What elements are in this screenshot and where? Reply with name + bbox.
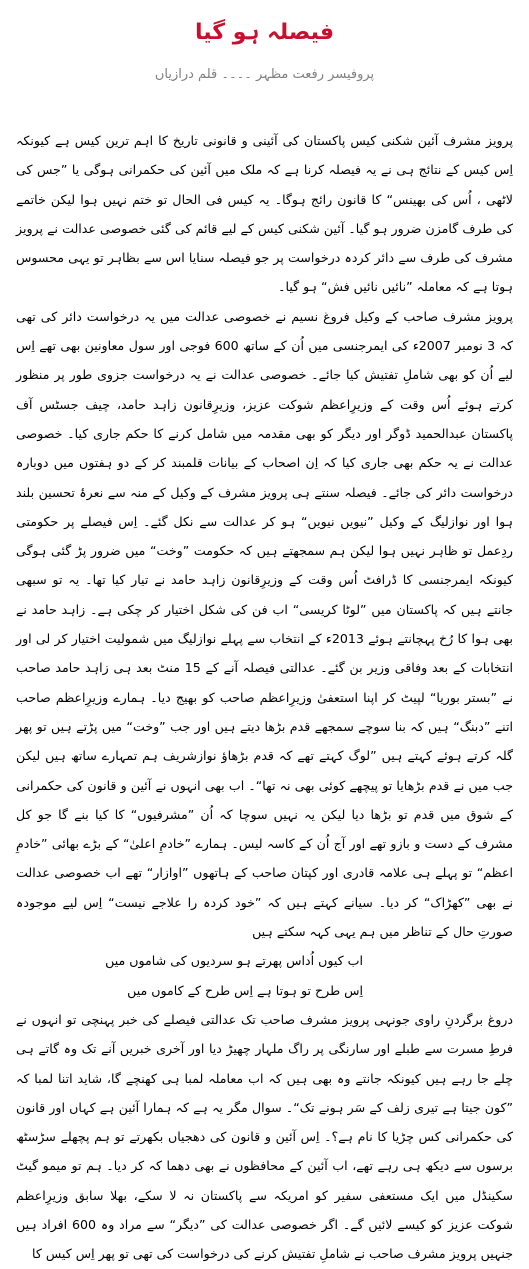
article-body [16, 126, 513, 1269]
paragraph: پرویز مشرف صاحب کے وکیل فروغ نسیم نے خصوصی عدالت میں یہ درخواست دائر کی تھی کہ 3 نومبر 2007ء کی ایمرجنسی میں اُن کے ساتھ 600 فوجی اور سول معاونین بھی تھے اِس لیے اُن کو بھی شاملِ تفتیش کیا جائے۔ خصوصی عدالت نے یہ درخواست جزوی طور پر منظور کرتے ہوئے اُس وقت کے وزیرِاعظم شوکت عزیز، وزیرِقانون زاہد حامد، چیف جسٹس آف پاکستان عبدالحمید ڈوگر اور دیگر کو بھی مقدمہ میں شامل کرنے کا حکم جاری کیا۔ خصوصی عدالت نے یہ حکم بھی جاری کیا کہ اِن اصحاب کے بیانات قلمبند کر کے دو ہفتوں میں دوبارہ درخواست دائر کی جائے۔ فیصلہ سنتے ہی پرویز مشرف کے وکیل کے منہ سے نعرۂ تحسین بلند ہوا اور نوازلیگ کے وکیل ”نیویں نیویں“ ہو کر عدالت سے نکل گئے۔ اِس فیصلے پر حکومتی ردِعمل تو ظاہر نہیں ہوا لیکن ہم سمجھتے ہیں کہ حکومت ”وخت“ میں ضرور پڑ گئی ہوگی کیونکہ ایمرجنسی کا ڈرافٹ اُس وقت کے وزیرِقانون زاہد حامد نے تیار کیا تھا۔ یہ تو سبھی جانتے ہیں کہ پاکستان میں ”لوٹا کریسی“ اب فن کی شکل اختیار کر چکی ہے۔ زاہد حامد نے بھی ہوا کا رُخ پہچانتے ہوئے 2013ء کے انتخاب سے پہلے نوازلیگ میں شمولیت اختیار کر لی اور انتخابات کے بعد وفاقی وزیر بن گئے۔ عدالتی فیصلہ آنے کے 15 منٹ بعد ہی زاہد حامد صاحب نے ”بستر بوریا“ لپیٹ کر اپنا استعفیٰ وزیرِاعظم صاحب کو بھیج دیا۔ ہمارے وزیرِاعظم صاحب اتنے ”دبنگ“ ہیں کہ بنا سوچے سمجھے قدم بڑھا دیتے ہیں اور جب ”وخت“ میں پڑتے ہیں تو پھر گلہ کرتے ہوئے کہتے ہیں ”لوگ کہتے تھے کہ قدم بڑھاؤ نوازشریف ہم تمہارے ساتھ ہیں لیکن جب میں نے قدم بڑھایا تو پیچھے کوئی بھی نہ تھا“۔ اب بھی انہوں نے آئین و قانون کی حکمرانی کے شوق میں قدم تو بڑھا دیا لیکن یہ نہیں سوچا کہ اُن ”مشرفیوں“ کا کیا بنے گا جو کل مشرف کے دست و بازو تھے اور آج اُن کے کاسہ لیس۔ ہمارے ”خادمِ اعلیٰ“ کے بڑے بھائی ”خادمِ اعظم“ تو پہلے ہی علامہ قادری اور کپتان صاحب کے ہاتھوں ”اوازار“ تھے اب خصوصی عدالت نے بھی ”کھڑاک“ کر دیا۔ سیانے کہتے ہیں کہ ”خود کردہ را علاجے نیست“ اِس لیے موجودہ صورتِ حال کے تناظر میں ہم یہی کہہ سکتے ہیں [16, 308, 513, 940]
poem-line: اب کیوں اُداس پھرتے ہو سردیوں کی شاموں میں [105, 953, 363, 969]
paragraph: پرویز مشرف آئین شکنی کیس پاکستان کی آئینی و قانونی تاریخ کا اہم ترین کیس ہے کیونکہ اِس کیس کے نتائج ہی نے یہ فیصلہ کرنا ہے کہ ملک میں آئین کی حکمرانی ہوگی یا ”جس کی لاٹھی ، اُس کی بھینس“ کا قانون رائج ہوگا۔ یہ کیس فی الحال تو ختم نہیں ہوا لیکن خاتمے کی طرف گامزن ضرور ہو گیا۔ آئین شکنی کیس کے لیے قائم کی گئی خصوصی عدالت نے پرویز مشرف کی طرف سے دائر کردہ درخواست پر جو فیصلہ سنایا اس سے بظاہر تو یہی محسوس ہوتا ہے کہ معاملہ ”نائیں نائیں فش“ ہو گیا۔ [16, 133, 513, 295]
article-byline: پروفیسر رفعت مظہر ۔۔۔۔ قلم درازیاں [154, 67, 375, 82]
poem-couplet [16, 946, 513, 1005]
article-title: فیصلہ ہو گیا [195, 20, 334, 45]
paragraph: دروغ برگردنِ راوی جونہی پرویز مشرف صاحب تک عدالتی فیصلے کی خبر پہنچی تو انہوں نے فرطِ مسرت سے طبلے اور سارنگی پر راگ ملہار چھیڑ دیا اور آخری خبریں آنے تک وہ گاتے ہی چلے جا رہے ہیں کیونکہ جانتے وہ بھی ہیں کہ اب معاملہ لمبا ہی کھنچے گا، شاید اتنا لمبا کہ ”کون جیتا ہے تیری زلف کے سَر ہونے تک“۔ سوال مگر یہ ہے کہ ہمارا آئین ہے کہاں اور قانون کی حکمرانی کس چڑیا کا نام ہے؟۔ اِس آئین و قانون کی دھجیاں بکھرتے تو ہم پچھلے سڑسٹھ برسوں سے دیکھ ہی رہے تھے، اب آئین کے محافظوں نے بھی دھما کہ کر دیا۔ ہم تو میمو گیٹ سکینڈل میں ایک مستعفی سفیر کو امریکہ سے پاکستان نہ لا سکے، بھلا سابق وزیرِاعظم شوکت عزیز کو کیسے لائیں گے۔ اگر خصوصی عدالت کی ”دیگر“ سے مراد وہ 600 افراد ہیں جنہیں پرویز مشرف صاحب نے شاملِ تفتیش کرنے کی درخواست کی تھی تو پھر اِس کیس کا [16, 1011, 513, 1262]
poem-line: اِس طرح تو ہوتا ہے اِس طرح کے کاموں میں [127, 982, 363, 998]
